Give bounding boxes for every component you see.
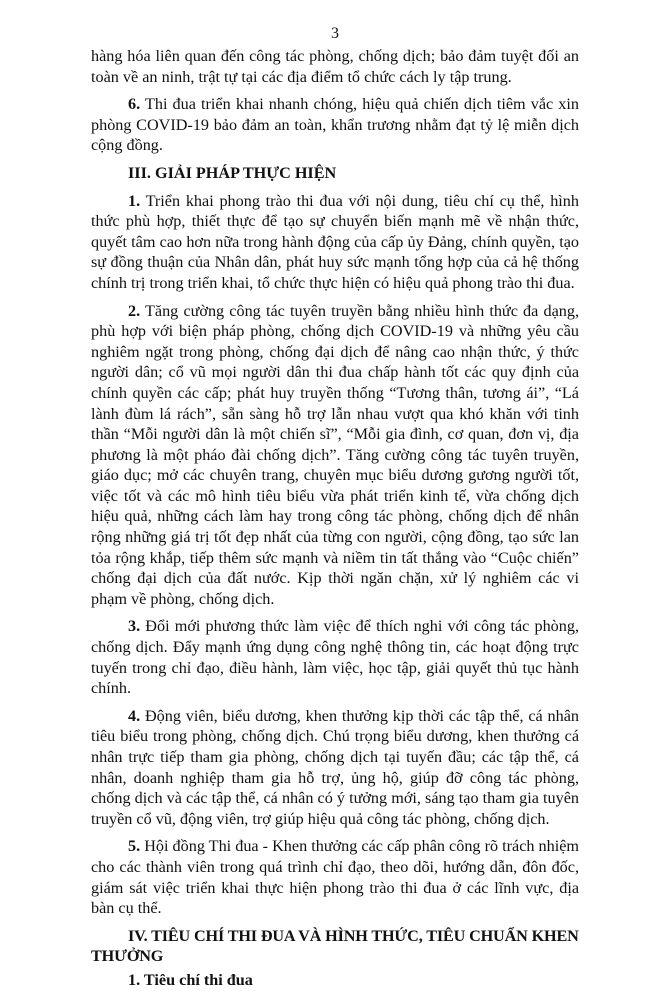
paragraph-text: hàng hóa liên quan đến công tác phòng, chống dịch; bảo đảm tuyệt đối an toàn về an ninh, trật tự tại các địa điểm tổ chức cách ly tập trung. [91, 47, 579, 86]
paragraph-text: Thi đua triển khai nhanh chóng, hiệu quả chiến dịch tiêm vắc xin phòng COVID-19 bảo đảm an toàn, khẩn trương nhằm đạt tỷ lệ miễn dịch cộng đồng. [91, 95, 579, 155]
item-number: 6. [128, 95, 141, 114]
subsection-heading-criteria: 1. Tiêu chí thi đua [128, 970, 253, 989]
paragraph-continuation [91, 46, 579, 87]
solution-item-5 [91, 836, 579, 918]
document-page [91, 24, 579, 991]
paragraph-text: Tăng cường công tác tuyên truyền bằng nhiều hình thức đa dạng, phù hợp với biện pháp phòng, chống dịch COVID-19 và những yêu cầu nghiêm ngặt trong phòng, chống đại dịch để nâng cao nhận thức, ý thức người dân; cổ vũ mọi người dân thi đua chấp hành tốt các quy định của chính quyền các cấp; phát huy truyền thống “Tương thân, tương ái”, “Lá lành đùm lá rách”, sẵn sàng hỗ trợ lẫn nhau vượt qua khó khăn với tinh thần “Mỗi người dân là một chiến sĩ”, “Mỗi gia đình, cơ quan, đơn vị, địa phương là một pháo đài chống dịch”. Tăng cường công tác tuyên truyền, giáo dục; mở các chuyên trang, chuyên mục biểu dương gương người tốt, việc tốt và các mô hình tiêu biểu vừa phát triển kinh tế, vừa chống dịch hiệu quả, những cách làm hay trong công tác phòng, chống dịch để nhân rộng những giá trị tốt đẹp nhất của từng con người, cộng đồng, tạo sức lan tỏa rộng khắp, tiếp thêm sức mạnh và niềm tin tất thắng vào “Cuộc chiến” chống đại dịch của đất nước. Kịp thời ngăn chặn, xử lý nghiêm các vi phạm về phòng, chống dịch. [91, 301, 579, 608]
page-number: 3 [331, 25, 339, 42]
solution-item-4 [91, 706, 579, 830]
item-number: 3. [128, 617, 141, 636]
paragraph-item-6 [91, 94, 579, 156]
item-number: 5. [128, 837, 141, 856]
solution-item-1 [91, 191, 579, 294]
solution-item-2 [91, 301, 579, 610]
section-heading-iii: III. GIẢI PHÁP THỰC HIỆN [128, 163, 337, 182]
paragraph-text: Đổi mới phương thức làm việc để thích nghi với công tác phòng, chống dịch. Đẩy mạnh ứng dụng công nghệ thông tin, các hoạt động trực tuyến trong chỉ đạo, điều hành, làm việc, học tập, giải quyết thủ tục hành chính. [91, 617, 579, 698]
paragraph-text: Hội đồng Thi đua - Khen thưởng các cấp phân công rõ trách nhiệm cho các thành viên trong quá trình chỉ đạo, theo dõi, hướng dẫn, đôn đốc, giám sát việc triển khai thực hiện phong trào thi đua ở các lĩnh vực, địa bàn cụ thể. [91, 837, 579, 918]
item-number: 1. [128, 191, 141, 210]
paragraph-text: Triển khai phong trào thi đua với nội dung, tiêu chí cụ thể, hình thức phù hợp, thiết thực để tạo sự chuyển biến mạnh mẽ về nhận thức, quyết tâm cao hơn nữa trong hành động của cấp ủy Đảng, chính quyền, tạo sự đồng thuận của Nhân dân, phát huy sức mạnh tổng hợp của cả hệ thống chính trị trong triển khai, tổ chức thực hiện có hiệu quả phong trào thi đua. [91, 191, 579, 292]
section-heading-iv: IV. TIÊU CHÍ THI ĐUA VÀ HÌNH THỨC, TIÊU CHUẨN KHEN THƯỞNG [91, 926, 579, 966]
solution-item-3 [91, 616, 579, 698]
paragraph-text: Động viên, biểu dương, khen thưởng kịp thời các tập thể, cá nhân tiêu biểu trong phòng, chống dịch. Chú trọng biểu dương, khen thưởng cá nhân trực tiếp tham gia phòng, chống dịch tại tuyến đầu; các tập thể, cá nhân, doanh nghiệp tham gia hỗ trợ, ủng hộ, giúp đỡ công tác phòng, chống dịch và các tập thể, cá nhân có ý tưởng mới, sáng tạo tham gia tuyên truyền cổ vũ, động viên, trợ giúp hiệu quả công tác phòng, chống dịch. [91, 706, 579, 828]
item-number: 4. [128, 706, 141, 725]
item-number: 2. [128, 301, 141, 320]
